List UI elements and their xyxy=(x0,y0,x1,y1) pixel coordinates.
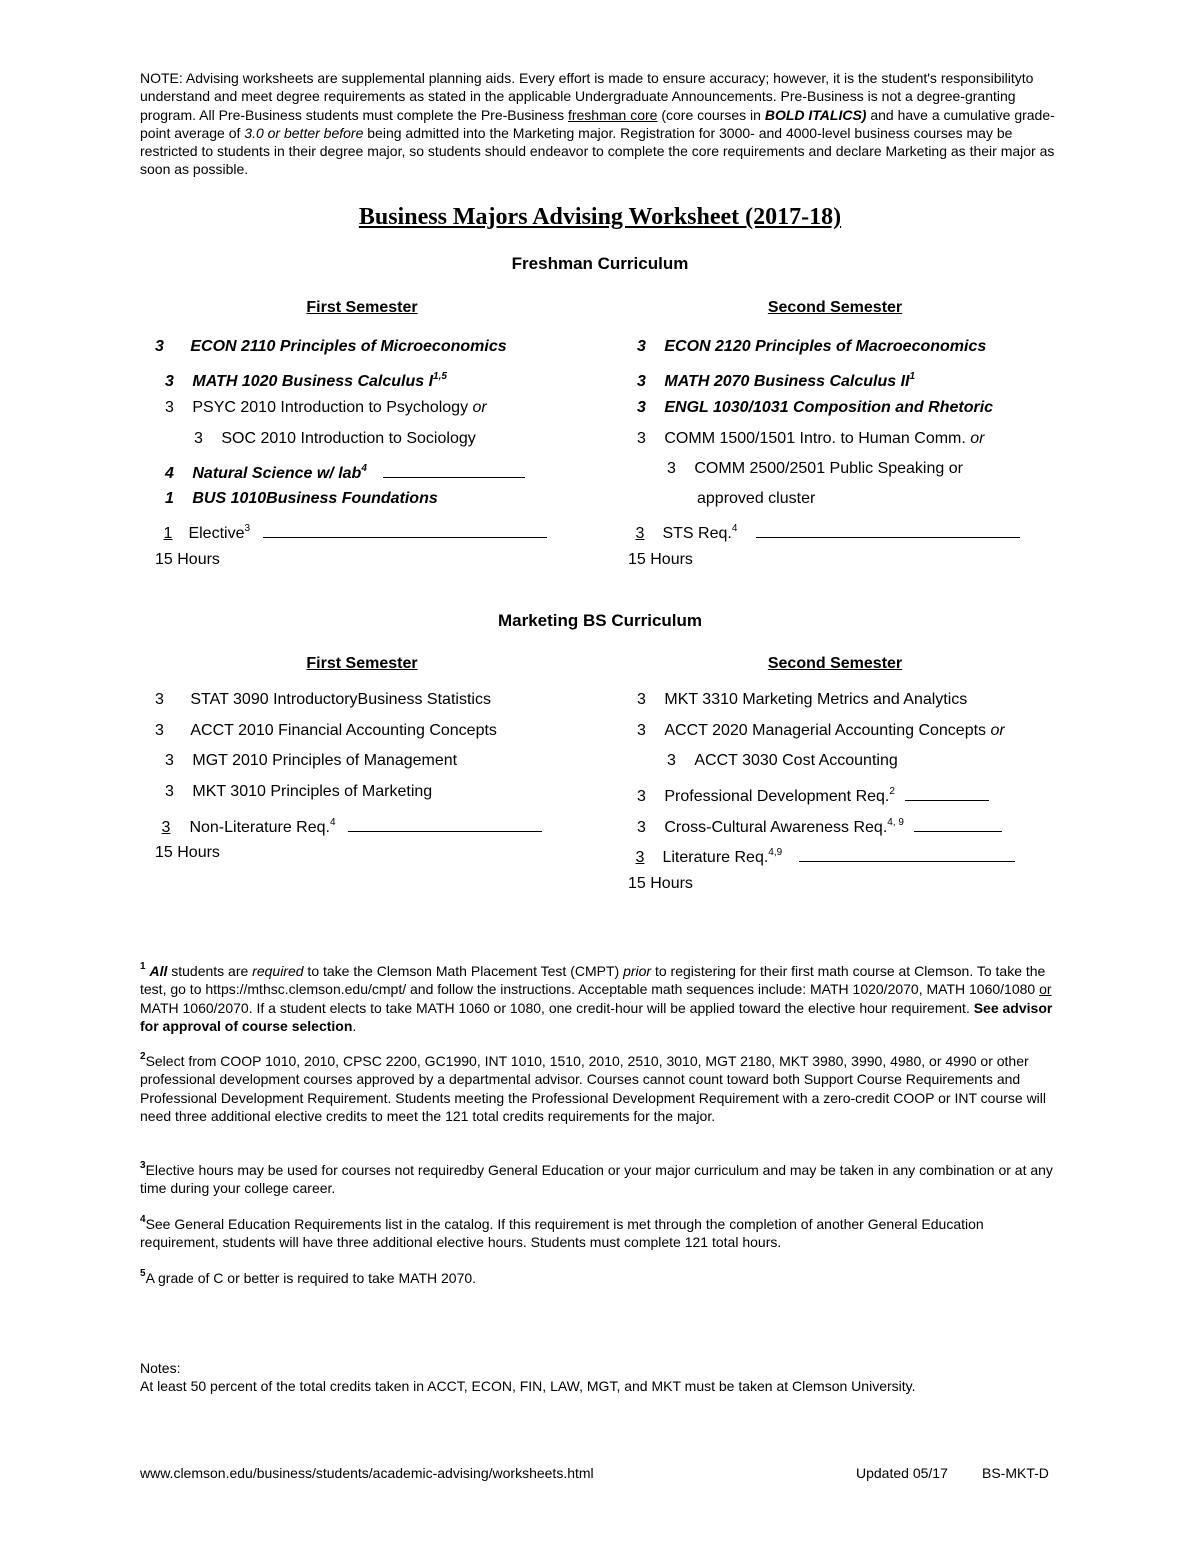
footnote-5: $^5$A grade of C or better is required to take MATH 2070. xyxy=(140,1268,477,1286)
footnote-4: $^4$See General Education Requirements list in the catalog. If this requirement is met through the completion of another General Education requirement, students will have three additional elective hours. Students must complete 121 total hours. xyxy=(140,1214,984,1251)
notes-text: At least 50 percent of the total credits taken in ACCT, ECON, FIN, LAW, MGT, and MKT must be taken at Clemson University. xyxy=(140,1378,916,1395)
freshman-curriculum-heading: Freshman Curriculum xyxy=(511,254,689,273)
course-row: 3 ACCT 2010 Financial Accounting Concepts xyxy=(155,722,497,739)
notes-label: Notes: xyxy=(140,1360,181,1376)
footer-updated: Updated 05/17 xyxy=(856,1465,948,1481)
course-row: 3 MATH 1020 Business Calculus I$^{1,5}$ xyxy=(165,371,447,390)
notes-section xyxy=(140,1359,1060,1396)
course-row: 1 Elective$^3$ xyxy=(160,518,547,540)
course-row: 3 MKT 3010 Principles of Marketing xyxy=(165,783,433,800)
course-row: 3 MKT 3310 Marketing Metrics and Analytics xyxy=(637,691,968,708)
marketing-second-semester-heading: Second Semester xyxy=(767,655,903,672)
course-row: 3 PSYC 2010 Introduction to Psychology or xyxy=(165,399,487,416)
course-row: 3 MATH 2070 Business Calculus $II^1$ xyxy=(637,371,916,390)
sts-blank[interactable] xyxy=(756,521,1020,538)
freshman-first-semester-heading: First Semester xyxy=(306,299,418,316)
course-row: 3 COMM 2500/2501 Public Speaking or xyxy=(667,460,963,477)
footnote-3: $^3$Elective hours may be used for courses not requiredby General Education or your major curriculum and may be taken in any combination or at any time during your college career. xyxy=(140,1160,1053,1197)
freshman-second-semester-heading: Second Semester xyxy=(767,299,903,316)
advising-note: NOTE: Advising worksheets are supplemental planning aids. Every effort is made to ensure accuracy; however, it is the student's responsibilityto understand and meet degree requirements as stated in the applicable Undergraduate Announcements. Pre-Business is not a degree-granting program. All Pre-Business students must complete the Pre-Business freshman core (core courses in BOLD ITALICS) and have a cumulative grade-point average of 3.0 or better before being admitted into the Marketing major. Registration for 3000- and 4000-level business courses may be restricted to students in their degree major, so students should endeavor to complete the core requirements and declare Marketing as their major as soon as possible. xyxy=(140,70,1055,178)
course-row: 3 ACCT 2020 Managerial Accounting Concepts or xyxy=(637,722,1005,739)
course-row: approved cluster xyxy=(697,490,816,507)
total-hours: 15 Hours xyxy=(628,875,693,892)
literature-blank[interactable] xyxy=(799,845,1015,862)
natural-science-blank[interactable] xyxy=(383,461,525,478)
page-title: Business Majors Advising Worksheet (2017-18) xyxy=(358,204,842,230)
course-row: 3 Cross-Cultural Awareness Req.$^{4, 9}$ xyxy=(637,812,1002,834)
course-row: 3 Non-Literature Req.$^4$ xyxy=(155,812,542,834)
course-row: 3 SOC 2010 Introduction to Sociology xyxy=(194,430,476,447)
course-row: 3 ENGL 1030/1031 Composition and Rhetoric xyxy=(637,399,994,416)
course-row: 3 STAT 3090 IntroductoryBusiness Statistics xyxy=(155,691,491,708)
cross-cultural-blank[interactable] xyxy=(914,815,1002,832)
marketing-first-semester-heading: First Semester xyxy=(306,655,418,672)
course-row: 4 Natural Science w/ lab$^4$ xyxy=(165,458,525,480)
total-hours: 15 Hours xyxy=(155,551,220,568)
footer-url[interactable]: www.clemson.edu/business/students/academic-advising/worksheets.html xyxy=(140,1465,594,1481)
course-row: 3 COMM 1500/1501 Intro. to Human Comm. or xyxy=(637,430,985,447)
course-row: 3 MGT 2010 Principles of Management xyxy=(165,752,458,769)
course-row: 3 ECON 2110 Principles of Microeconomics xyxy=(155,338,507,355)
total-hours: 15 Hours xyxy=(628,551,693,568)
course-row: 1 BUS 1010Business Foundations xyxy=(165,490,438,507)
course-row: 3 ECON 2120 Principles of Macroeconomics xyxy=(637,338,987,355)
marketing-curriculum-heading: Marketing BS Curriculum xyxy=(497,611,703,630)
footer-code: BS-MKT-D xyxy=(982,1465,1049,1481)
total-hours: 15 Hours xyxy=(155,844,220,861)
footnote-2: $^2$Select from COOP 1010, 2010, CPSC 2200, GC1990, INT 1010, 1510, 2010, 2510, 3010, MGT 2180, MKT 3980, 3990, 4980, or 4990 or other professional development courses approved by a departmental advisor. Courses cannot count toward both Support Course Requirements and Professional Development Requirement. Students meeting the Professional Development Requirement with a zero-credit COOP or INT course will need three additional elective credits to meet the 121 total credits requirements for the major. xyxy=(140,1051,1047,1124)
course-row: 3 Literature Req.$^{4,9}$ xyxy=(630,842,1015,864)
footnote-1: $^1$ All students are required to take the Clemson Math Placement Test (CMPT) prior to registering for their first math course at Clemson. To take the test, go to https://mthsc.clemson.edu/cmpt/ and follow the instructions. Acceptable math sequences include: MATH 1020/2070, MATH 1060/1080 or MATH 1060/2070. If a student elects to take MATH 1060 or 1080, one credit-hour will be applied toward the elective hour requirement. See advisor for approval of course selection. xyxy=(140,961,1053,1034)
professional-development-blank[interactable] xyxy=(905,784,989,801)
course-row: 3 Professional Development Req.$^2$ xyxy=(637,781,989,803)
non-literature-blank[interactable] xyxy=(348,815,542,832)
course-row: 3 STS Req.$^4$ xyxy=(630,518,1020,540)
elective-blank[interactable] xyxy=(263,521,547,538)
course-row: 3 ACCT 3030 Cost Accounting xyxy=(667,752,898,769)
